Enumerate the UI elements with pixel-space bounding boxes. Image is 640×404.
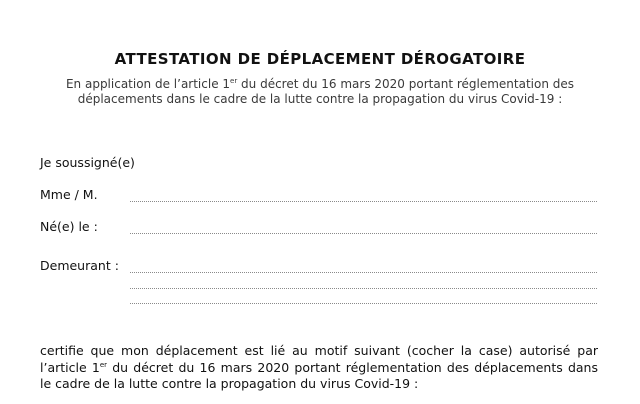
document-subtitle xyxy=(40,77,600,107)
certification-text-start: certifie que mon déplacement est lié au motif suivant (cocher la case) autorisé par l’article 1 xyxy=(40,343,598,375)
address-field-line-2[interactable] xyxy=(130,288,597,289)
document-title: ATTESTATION DE DÉPLACEMENT DÉROGATOIRE xyxy=(114,50,526,68)
name-field[interactable] xyxy=(130,201,597,202)
certification-text xyxy=(40,343,598,393)
certification-superscript: er xyxy=(99,360,108,369)
birth-date-field[interactable] xyxy=(130,233,597,234)
name-label: Mme / M. xyxy=(40,187,98,202)
address-field-line-1[interactable] xyxy=(130,272,597,273)
certification-text-end: du décret du 16 mars 2020 portant réglementation des déplacements dans le cadre de la lutte contre la propagation du virus Covid-19 : xyxy=(40,359,598,391)
subtitle-text-end: du décret du 16 mars 2020 portant réglementation des déplacements dans le cadre de la lutte contre la propagation du virus Covid-19 : xyxy=(77,77,575,106)
soussigne-label: Je soussigné(e) xyxy=(40,155,135,170)
subtitle-text-start: En application de l’article 1 xyxy=(65,77,231,91)
subtitle-superscript: er xyxy=(230,77,238,85)
birth-date-label: Né(e) le : xyxy=(40,219,98,234)
address-label: Demeurant : xyxy=(40,258,119,273)
address-field-line-3[interactable] xyxy=(130,303,597,304)
